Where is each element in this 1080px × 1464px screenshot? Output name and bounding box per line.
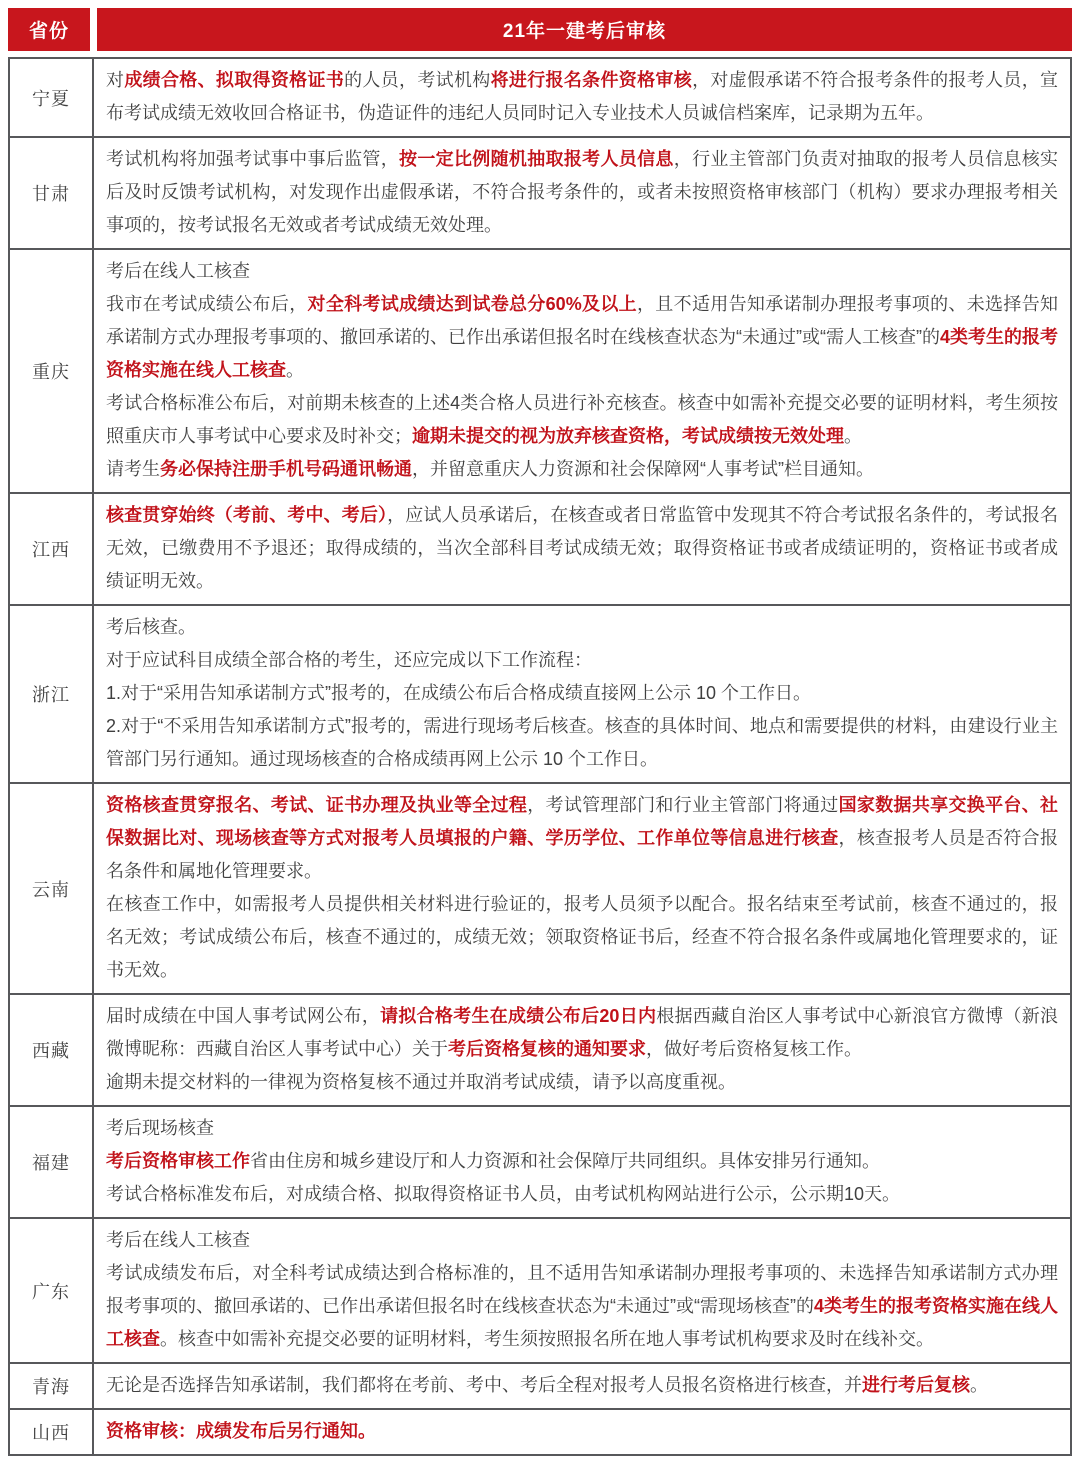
body-text: ，应试人员承诺后，在核查或者日常监管中发现其不符合考试报名条件的，考试报名无效，已缴费用不予退还；取得成绩的，当次全部科目考试成绩无效；取得资格证书或者成绩证明的，资格证书或者成绩证明无效。 bbox=[106, 505, 1058, 591]
highlighted-text: 核查贯穿始终（考前、考中、考后） bbox=[106, 505, 388, 525]
body-text: 考后核查。 bbox=[106, 617, 196, 637]
body-text: 省由住房和城乡建设厅和人力资源和社会保障厅共同组织。具体安排另行通知。 bbox=[250, 1151, 880, 1171]
province-cell: 浙江 bbox=[10, 606, 94, 782]
review-paragraph bbox=[106, 1224, 1058, 1257]
body-text: 的人员，考试机构 bbox=[344, 70, 491, 90]
province-cell: 江西 bbox=[10, 494, 94, 604]
table-row bbox=[8, 136, 1072, 250]
review-paragraph bbox=[106, 453, 1058, 486]
table-row bbox=[8, 1217, 1072, 1364]
body-text: 逾期未提交材料的一律视为资格复核不通过并取消考试成绩，请予以高度重视。 bbox=[106, 1072, 736, 1092]
body-text: 考后在线人工核查 bbox=[106, 261, 250, 281]
body-text: ，核查报考人员是否符合报名条件和属地化管理要求。 bbox=[106, 828, 1058, 881]
review-cell bbox=[94, 494, 1070, 604]
province-cell: 福建 bbox=[10, 1107, 94, 1217]
review-cell bbox=[94, 1107, 1070, 1217]
review-paragraph bbox=[106, 888, 1058, 987]
body-text: ，做好考后资格复核工作。 bbox=[646, 1039, 862, 1059]
review-paragraph bbox=[106, 1257, 1058, 1356]
review-cell bbox=[94, 1364, 1070, 1408]
highlighted-text: 对全科考试成绩达到试卷总分60%及以上 bbox=[307, 294, 637, 314]
province-cell: 山西 bbox=[10, 1410, 94, 1454]
review-paragraph bbox=[106, 644, 1058, 677]
body-text: ，并留意重庆人力资源和社会保障网“人事考试”栏目通知。 bbox=[412, 459, 874, 479]
review-paragraph bbox=[106, 611, 1058, 644]
province-cell: 西藏 bbox=[10, 995, 94, 1105]
highlighted-text: 国家数据共享交换平台、社保数据比对、现场核查等方式对报考人员填报的户籍、学历学位、工作单位等信息进行核查 bbox=[106, 795, 1059, 848]
body-text: 对于应试科目成绩全部合格的考生，还应完成以下工作流程： bbox=[106, 650, 592, 670]
review-paragraph bbox=[106, 143, 1058, 242]
body-text: 考试机构将加强考试事中事后监管， bbox=[106, 149, 400, 169]
highlighted-text: 资格审核：成绩发布后另行通知。 bbox=[106, 1421, 376, 1441]
province-cell: 重庆 bbox=[10, 250, 94, 492]
table-row bbox=[8, 248, 1072, 494]
body-text: 考后现场核查 bbox=[106, 1118, 214, 1138]
body-text: ，对虚假承诺不符合报考条件的报考人员，宣布考试成绩无效收回合格证书，伪造证件的违纪人员同时记入专业技术人员诚信档案库，记录期为五年。 bbox=[106, 70, 1059, 123]
province-column-header: 省份 bbox=[8, 8, 90, 51]
table-row bbox=[8, 57, 1072, 138]
body-text: 根据西藏自治区人事考试中心新浪官方微博（新浪微博昵称：西藏自治区人事考试中心）关于 bbox=[106, 1006, 1058, 1059]
table-row bbox=[8, 1408, 1072, 1456]
table-header-row bbox=[8, 8, 1072, 51]
table-row bbox=[8, 1362, 1072, 1410]
body-text: 考试合格标准公布后，对前期未核查的上述4类合格人员进行补充核查。核查中如需补充提交必要的证明材料，考生须按照重庆市人事考试中心要求及时补交； bbox=[106, 393, 1058, 446]
review-cell bbox=[94, 995, 1070, 1105]
province-cell: 广东 bbox=[10, 1219, 94, 1362]
table-row bbox=[8, 1105, 1072, 1219]
review-paragraph bbox=[106, 255, 1058, 288]
highlighted-text: 4类考生的报考资格实施在线人工核查 bbox=[106, 1296, 1058, 1349]
highlighted-text: 进行考后复核 bbox=[862, 1375, 970, 1395]
review-paragraph bbox=[106, 1178, 1058, 1211]
review-cell bbox=[94, 138, 1070, 248]
highlighted-text: 成绩合格、拟取得资格证书 bbox=[124, 70, 345, 90]
review-cell bbox=[94, 250, 1070, 492]
body-text: 考试合格标准发布后，对成绩合格、拟取得资格证书人员，由考试机构网站进行公示，公示期10天。 bbox=[106, 1184, 901, 1204]
body-text: 。核查中如需补充提交必要的证明材料，考生须按照报名所在地人事考试机构要求及时在线补交。 bbox=[160, 1329, 934, 1349]
table-row bbox=[8, 604, 1072, 784]
body-text: 无论是否选择告知承诺制，我们都将在考前、考中、考后全程对报考人员报名资格进行核查，并 bbox=[106, 1375, 862, 1395]
highlighted-text: 4类考生的报考资格实施在线人工核查 bbox=[106, 327, 1058, 380]
body-text: 1.对于“采用告知承诺制方式”报考的，在成绩公布后合格成绩直接网上公示 10 个工作日。 bbox=[106, 683, 812, 703]
review-paragraph bbox=[106, 1112, 1058, 1145]
review-paragraph bbox=[106, 387, 1058, 453]
body-text: ，行业主管部门负责对抽取的报考人员信息核实后及时反馈考试机构，对发现作出虚假承诺，不符合报考条件的，或者未按照资格审核部门（机构）要求办理报考相关事项的，按考试报名无效或者考试成绩无效处理。 bbox=[106, 149, 1059, 235]
body-text: 请考生 bbox=[106, 459, 160, 479]
body-text: 对 bbox=[106, 70, 125, 90]
body-text: ，考试管理部门和行业主管部门将通过 bbox=[527, 795, 839, 815]
review-table-body bbox=[8, 57, 1072, 1456]
review-cell bbox=[94, 606, 1070, 782]
review-paragraph bbox=[106, 789, 1058, 888]
table-row bbox=[8, 782, 1072, 995]
body-text: 届时成绩在中国人事考试网公布， bbox=[106, 1006, 381, 1026]
body-text: 我市在考试成绩公布后， bbox=[106, 294, 308, 314]
body-text: ，且不适用告知承诺制办理报考事项的、未选择告知承诺制方式办理报考事项的、撤回承诺的、已作出承诺但报名时在线核查状态为“未通过”或“需人工核查”的 bbox=[106, 294, 1059, 347]
review-paragraph bbox=[106, 1415, 1058, 1448]
highlighted-text: 逾期未提交的视为放弃核查资格，考试成绩按无效处理 bbox=[412, 426, 844, 446]
review-paragraph bbox=[106, 1000, 1058, 1066]
review-paragraph bbox=[106, 64, 1058, 130]
table-row bbox=[8, 993, 1072, 1107]
highlighted-text: 务必保持注册手机号码通讯畅通 bbox=[160, 459, 412, 479]
body-text: 。 bbox=[286, 360, 304, 380]
review-cell bbox=[94, 1219, 1070, 1362]
review-paragraph bbox=[106, 677, 1058, 710]
review-cell bbox=[94, 1410, 1070, 1454]
province-cell: 青海 bbox=[10, 1364, 94, 1408]
highlighted-text: 资格核查贯穿报名、考试、证书办理及执业等全过程 bbox=[106, 795, 528, 815]
review-column-header: 21年一建考后审核 bbox=[97, 8, 1072, 51]
table-row bbox=[8, 492, 1072, 606]
review-paragraph bbox=[106, 1145, 1058, 1178]
province-cell: 甘肃 bbox=[10, 138, 94, 248]
review-cell bbox=[94, 59, 1070, 136]
highlighted-text: 考后资格复核的通知要求 bbox=[448, 1039, 646, 1059]
body-text: 。 bbox=[844, 426, 862, 446]
review-paragraph bbox=[106, 1066, 1058, 1099]
body-text: 考试成绩发布后，对全科考试成绩达到合格标准的，且不适用告知承诺制办理报考事项的、未选择告知承诺制方式办理报考事项的、撤回承诺的、已作出承诺但报名时在线核查状态为“未通过”或“需现场核查”的 bbox=[106, 1263, 1058, 1316]
highlighted-text: 请拟合格考生在成绩公布后20日内 bbox=[380, 1006, 657, 1026]
highlighted-text: 按一定比例随机抽取报考人员信息 bbox=[399, 149, 674, 169]
review-paragraph bbox=[106, 1369, 1058, 1402]
highlighted-text: 将进行报名条件资格审核 bbox=[490, 70, 693, 90]
province-cell: 云南 bbox=[10, 784, 94, 993]
review-paragraph bbox=[106, 288, 1058, 387]
body-text: 在核查工作中，如需报考人员提供相关材料进行验证的，报考人员须予以配合。报名结束至考试前，核查不通过的，报名无效；考试成绩公布后，核查不通过的，成绩无效；领取资格证书后，经查不符合报名条件或属地化管理要求的，证书无效。 bbox=[106, 894, 1058, 980]
body-text: 。 bbox=[970, 1375, 988, 1395]
review-paragraph bbox=[106, 499, 1058, 598]
body-text: 考后在线人工核查 bbox=[106, 1230, 250, 1250]
body-text: 2.对于“不采用告知承诺制方式”报考的，需进行现场考后核查。核查的具体时间、地点和需要提供的材料，由建设行业主管部门另行通知。通过现场核查的合格成绩再网上公示 10 个工作日。 bbox=[106, 716, 1058, 769]
review-cell bbox=[94, 784, 1070, 993]
review-paragraph bbox=[106, 710, 1058, 776]
province-cell: 宁夏 bbox=[10, 59, 94, 136]
highlighted-text: 考后资格审核工作 bbox=[106, 1151, 250, 1171]
